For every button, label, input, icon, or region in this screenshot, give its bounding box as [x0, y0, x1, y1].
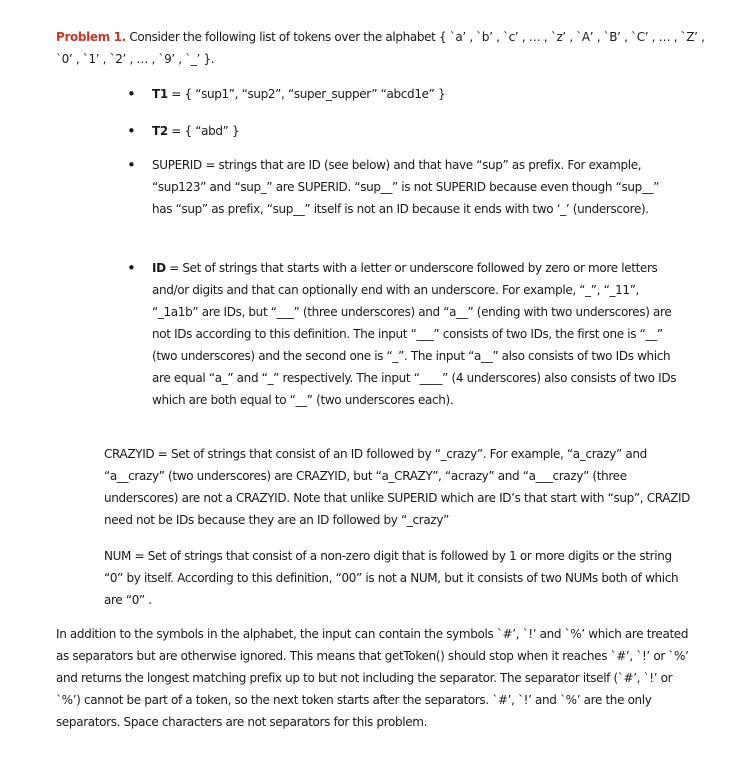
token-t2-term: T2: [152, 124, 168, 138]
token-t1: [152, 83, 682, 105]
separators-paragraph: In addition to the symbols in the alphabet, the input can contain the symbols `#’, `!’ and `%’ which are treated as separators but are otherwise ignored. This means that getToken() should stop when it reaches `#’, `!’ or `%’ and returns the longest matching prefix up to but not including the separator. The separator itself (`#’, `!’ or `%’) cannot be part of a token, so the next token starts after the separators. `#’, `!’ and `%’ are the only separators. Space characters are not separators for this problem.: [56, 627, 689, 729]
token-t2-text: = { “abd” }: [167, 124, 240, 138]
token-id-text: = Set of strings that starts with a letter or underscore followed by zero or more letters and/or digits and that can optionally end with an underscore. For example, “_”, “_11”, “_1a1b” are IDs, but “___” (three underscores) and “a__” (ending with two underscores) are not IDs according to this definition. The input “___” consists of two IDs, the first one is “__” (two underscores) and the second one is “_”. The input “a__” also consists of two IDs which are equal “a_” and “_” respectively. The input “____” (4 underscores) also consists of two IDs which are both equal to “__” (two underscores each).: [152, 261, 677, 407]
token-t2: [152, 120, 682, 142]
problem-label: Problem 1.: [56, 30, 126, 44]
token-superid-text: SUPERID = strings that are ID (see below) and that have “sup” as prefix. For example, “sup123” and “sup_” are SUPERID. “sup__” is not SUPERID because even though “sup__” has “sup” as prefix, “sup__” itself is not an ID because it ends with two ‘_’ (underscore).: [152, 158, 660, 216]
problem-statement: [56, 26, 706, 70]
token-id-term: ID: [152, 261, 166, 275]
crazyid-definition: CRAZYID = Set of strings that consist of an ID followed by “_crazy”. For example, “a_crazy” and “a__crazy” (two underscores) are CRAZYID, but “a_CRAZY”, “acrazy” and “a___crazy” (three underscores) are not a CRAZYID. Note that unlike SUPERID which are ID’s that start with “sup”, CRAZID need not be IDs because they are an ID followed by “_crazy”: [104, 447, 691, 527]
token-t1-term: T1: [152, 87, 168, 101]
token-superid: [152, 154, 682, 220]
problem-intro-text: Consider the following list of tokens over the alphabet { `a’ , `b’ , `c’ , … , `z’ , `A’ , `B’ , `C’ , … , `Z’ , `0’ , `1’ , `2’ , … , `9’ , `_’ }.: [56, 30, 705, 66]
token-t1-text: = { “sup1”, “sup2”, “super_supper” “abcd1e” }: [167, 87, 446, 101]
token-id: [152, 257, 682, 411]
num-definition: NUM = Set of strings that consist of a non-zero digit that is followed by 1 or more digits or the string “0” by itself. According to this definition, “00” is not a NUM, but it consists of two NUMs both of which are “0” .: [104, 549, 679, 607]
